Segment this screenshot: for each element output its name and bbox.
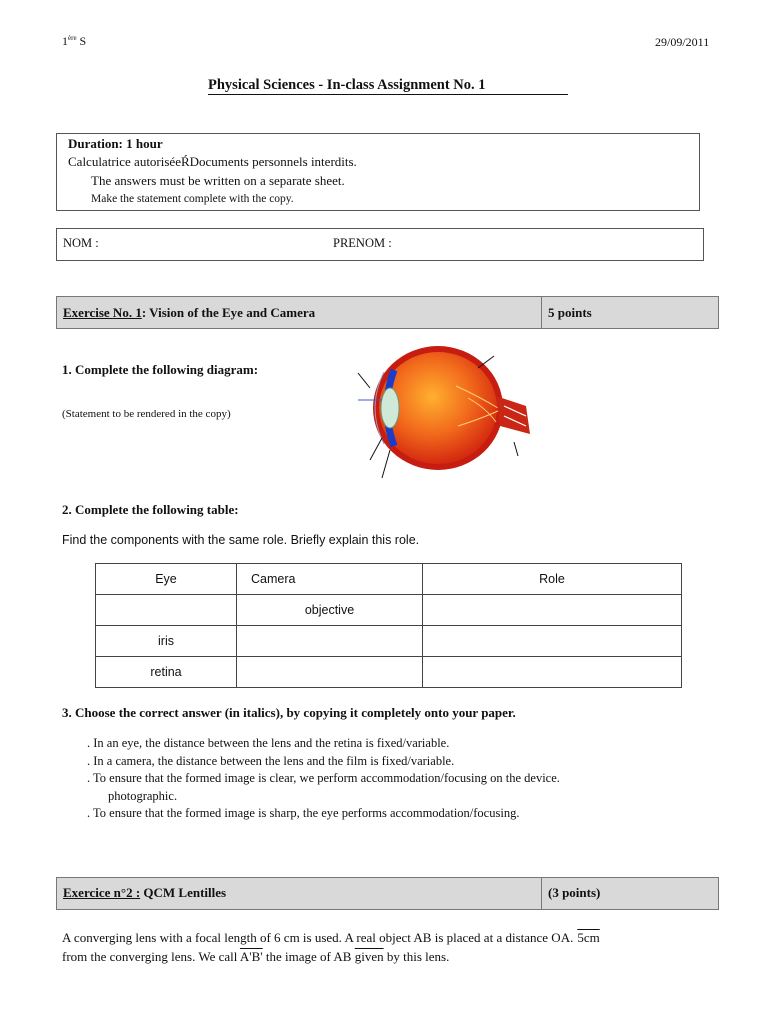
eye-diagram <box>318 338 544 484</box>
exercise1-title: Exercise No. 1: Vision of the Eye and Camera <box>63 305 316 320</box>
table-cell: objective <box>237 595 423 626</box>
class-level: 1ère S <box>62 34 87 48</box>
exercise2-line1: A converging lens with a focal length of 6 cm is used. A real object AB is placed at a distance OA. 5cm <box>62 930 600 945</box>
statement-line: Make the statement complete with the copy. <box>91 193 294 205</box>
table-header-row <box>96 564 682 595</box>
label-line-6 <box>514 442 518 456</box>
list-item: . In a camera, the distance between the lens and the film is fixed/variable. <box>87 753 455 768</box>
table-row <box>96 595 682 626</box>
nom-label: NOM : <box>63 236 99 250</box>
header-divider <box>541 878 542 909</box>
col-eye: Eye <box>96 564 237 595</box>
exercise1-header <box>56 296 719 329</box>
col-camera: Camera <box>237 564 423 595</box>
list-item: . In an eye, the distance between the lens and the retina is fixed/variable. <box>87 736 450 750</box>
table-row <box>96 657 682 688</box>
exercise2-line2: from the converging lens. We call A'B' the image of AB given by this lens. <box>62 949 450 964</box>
question-1: 1. Complete the following diagram: <box>62 362 259 377</box>
table-cell <box>423 595 682 626</box>
header-divider <box>541 297 542 328</box>
table-cell <box>237 626 423 657</box>
exercise2-points: (3 points) <box>548 885 601 900</box>
question-3-list <box>87 735 560 823</box>
date: 29/09/2011 <box>655 35 710 49</box>
table-cell <box>423 626 682 657</box>
duration-line: Duration: 1 hour <box>68 136 163 151</box>
col-role: Role <box>423 564 682 595</box>
table-cell <box>423 657 682 688</box>
list-item: . To ensure that the formed image is sharp, the eye performs accommodation/focusing. <box>87 806 520 820</box>
answers-line: The answers must be written on a separate sheet. <box>91 173 345 188</box>
prenom-label: PRENOM : <box>333 236 392 250</box>
question-2: 2. Complete the following table: <box>62 502 239 517</box>
page-title: Physical Sciences - In-class Assignment No. 1 <box>208 77 568 95</box>
table-cell <box>237 657 423 688</box>
table-row <box>96 626 682 657</box>
question-2-text: Find the components with the same role. Briefly explain this role. <box>62 533 420 547</box>
identity-box <box>56 228 704 261</box>
table-cell: retina <box>96 657 237 688</box>
list-item: photographic. <box>108 788 178 803</box>
table-cell <box>96 595 237 626</box>
exercise1-points: 5 points <box>548 305 592 320</box>
question-3: 3. Choose the correct answer (in italics), by copying it completely onto your paper. <box>62 705 516 720</box>
eye-camera-table <box>95 563 682 688</box>
calc-line: Calculatrice autoriséeŔDocuments personnels interdits. <box>68 154 357 169</box>
label-line-3 <box>370 438 382 460</box>
table-cell: iris <box>96 626 237 657</box>
exercise2-header <box>56 877 719 910</box>
list-item: . To ensure that the formed image is clear, we perform accommodation/focusing on the device. <box>87 771 560 785</box>
lens-shape <box>381 388 399 428</box>
question-1-note: (Statement to be rendered in the copy) <box>62 408 231 420</box>
exercise2-title: Exercice n°2 : QCM Lentilles <box>63 885 227 900</box>
instructions-box <box>56 133 700 211</box>
label-line-4 <box>382 450 390 478</box>
label-line-1 <box>358 373 370 388</box>
